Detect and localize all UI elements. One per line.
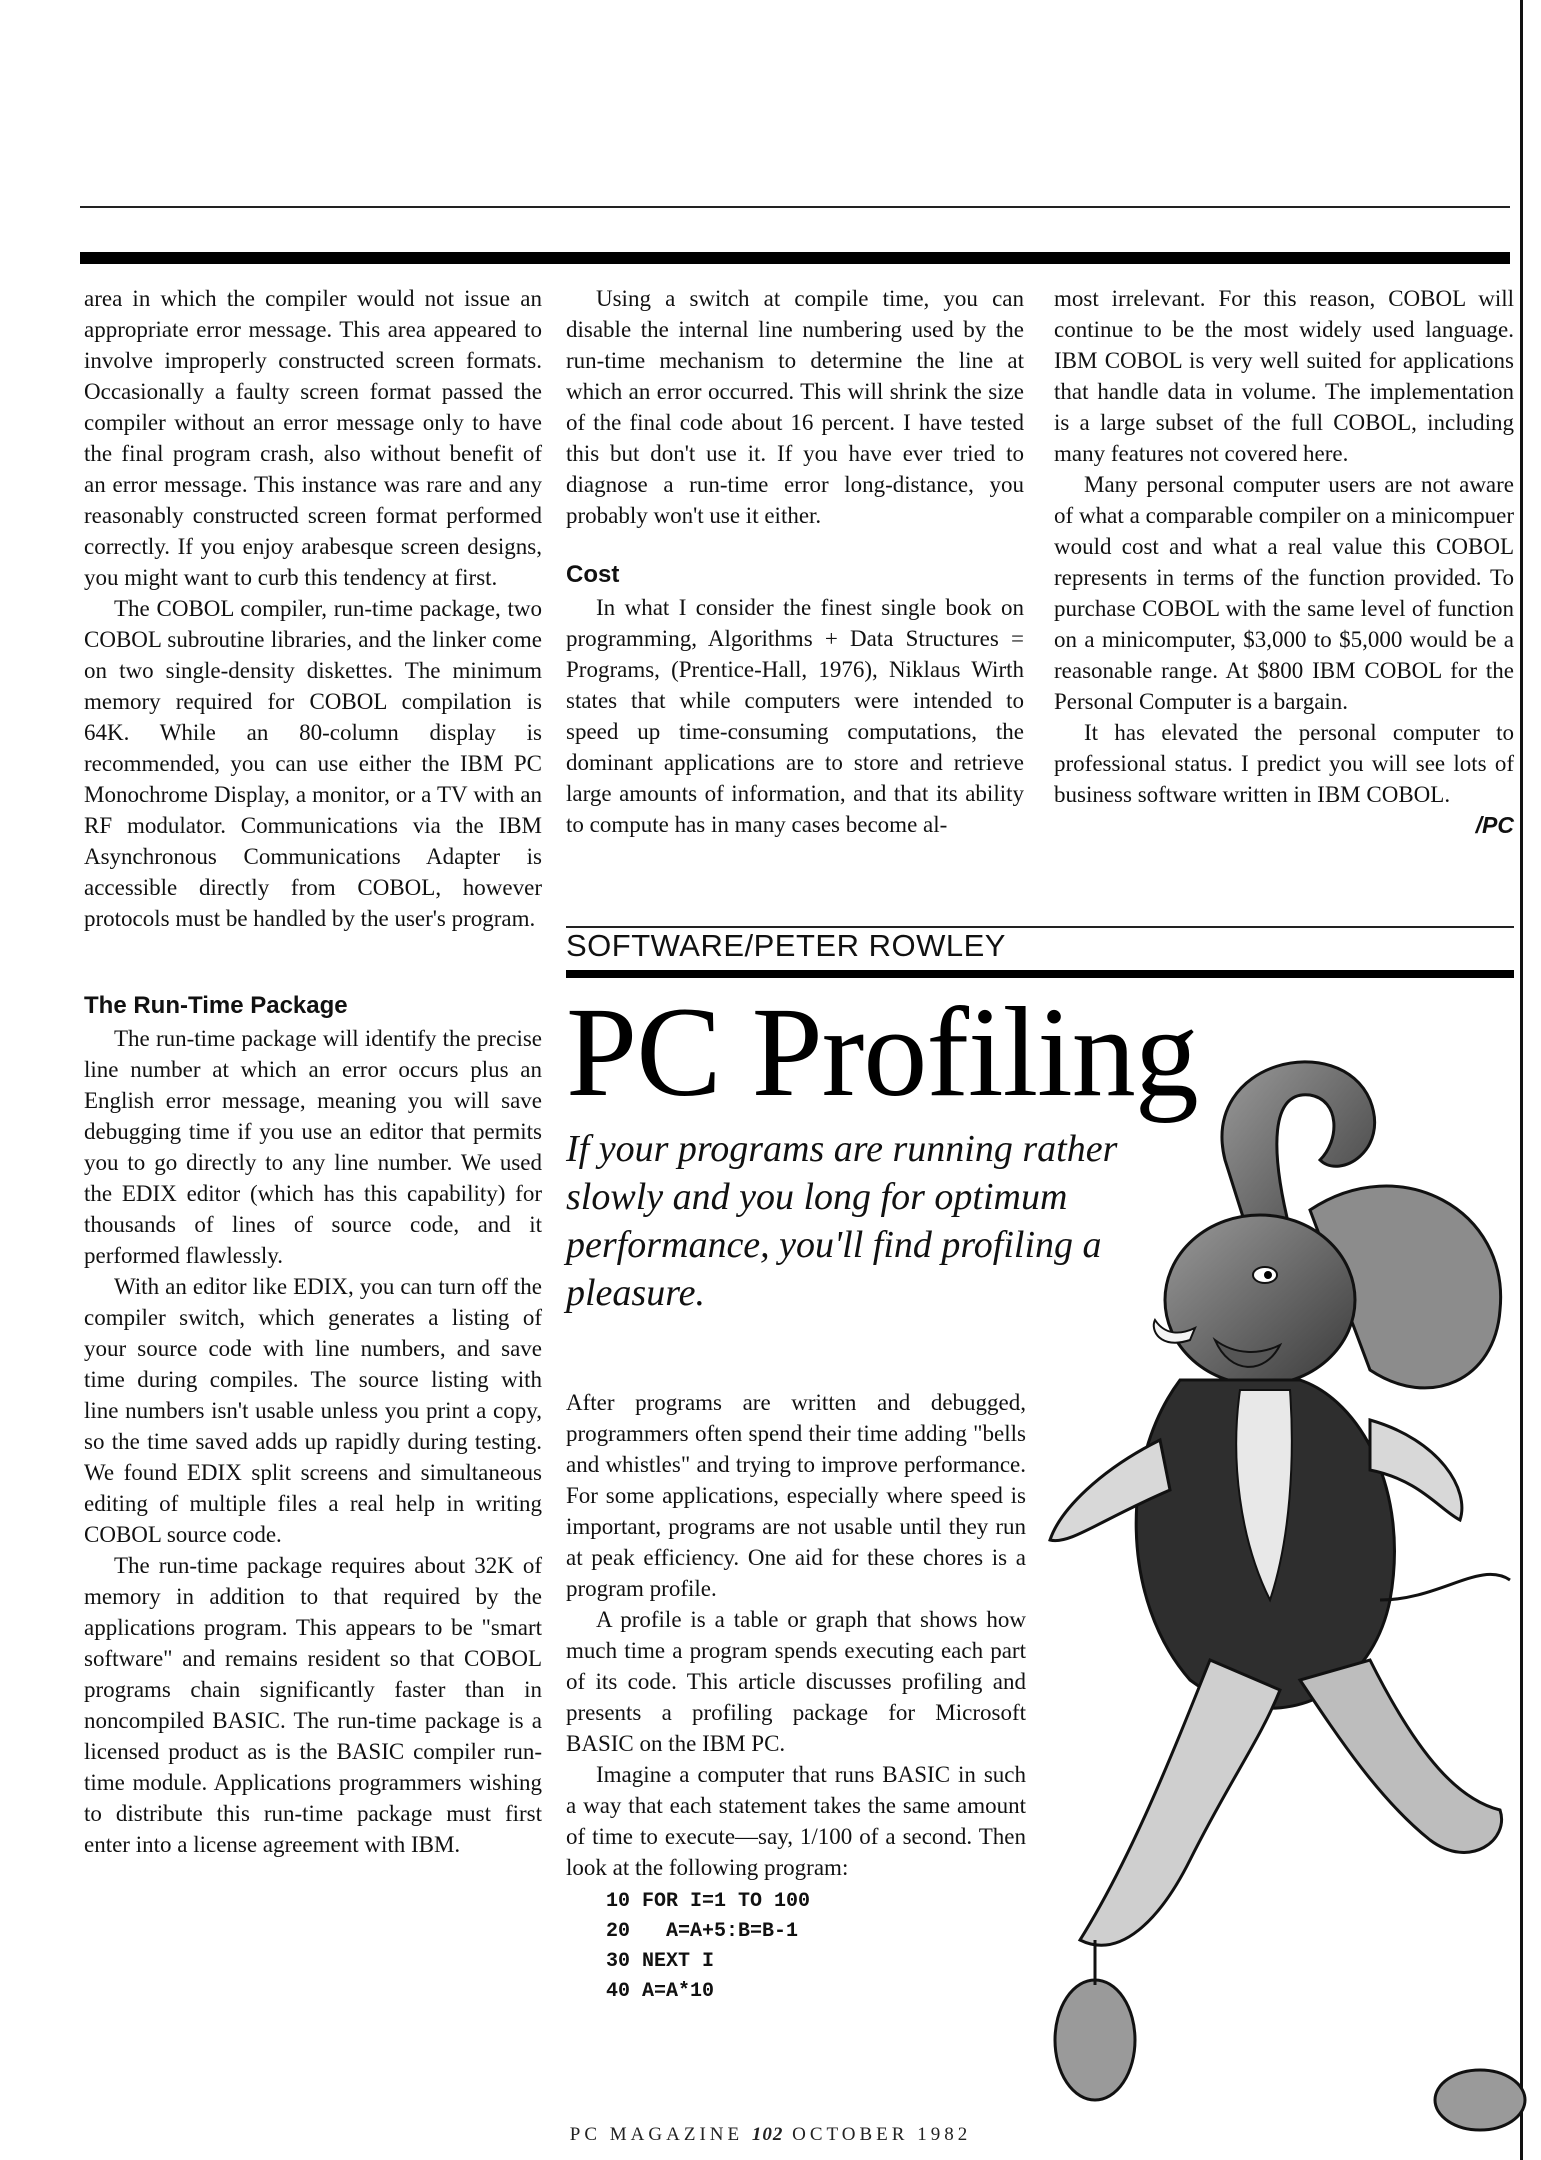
column-2 <box>566 283 1024 840</box>
section-heading: Cost <box>566 561 620 588</box>
article-body <box>566 1387 1026 2007</box>
top-thin-rule <box>80 206 1510 208</box>
code-line: 40 A=A*10 <box>606 1980 715 2003</box>
paragraph: The COBOL compiler, run-time package, two COBOL subroutine libraries, and the linker come on two single-density diskettes. The minimum memory required for COBOL compilation is 64K. While an 80-column display is recommended, you can use either the IBM PC Monochrome Display, a monitor, or a TV with an RF modulator. Communications via the IBM Asynchronous Communications Adapter is accessible directly from COBOL, however protocols must be handled by the user's program. <box>84 596 542 931</box>
paragraph: A profile is a table or graph that shows how much time a program spends executing each part of its code. This article discusses profiling and presents a profiling package for Microsoft BASIC on the IBM PC. <box>566 1607 1026 1756</box>
elephant-illustration <box>1040 1040 1540 2150</box>
elephant-tail <box>1380 1574 1510 1600</box>
paragraph <box>1054 717 1514 838</box>
page-number: 102 <box>751 2124 784 2145</box>
article-title: PC Profiling <box>566 981 1198 1123</box>
paragraph: With an editor like EDIX, you can turn off the compiler switch, which generates a listing of your source code with line numbers, and save time during compiles. The source listing with line numbers isn't usable unless you print a copy, so the time saved adds up rapidly during testing. We found EDIX split screens and simultaneous editing of multiple files a real help in writing COBOL source code. <box>84 1274 542 1547</box>
paragraph-text: It has elevated the personal computer to professional status. I predict you will see lots of business software written in IBM COBOL. <box>1054 720 1514 807</box>
section-thick-rule <box>566 970 1514 978</box>
code-line: 20 A=A+5:B=B-1 <box>606 1920 799 1943</box>
paragraph: After programs are written and debugged, programmers often spend their time adding "bells and whistles" and trying to improve performance. For some applications, especially where speed is important, programs are not usable until they run at peak efficiency. One aid for these chores is a program profile. <box>566 1390 1026 1601</box>
elephant-leg <box>1080 1660 1280 1945</box>
section-heading: The Run-Time Package <box>84 992 348 1019</box>
paragraph: The run-time package will identify the precise line number at which an error occurs plus an English error message, meaning you will save debugging time if you use an editor that permits you to go directly to any line number. We used the EDIX editor (which has this capability) for thousands of lines of source code, and it performed flawlessly. <box>84 1026 542 1268</box>
magazine-name: PC MAGAZINE <box>569 2124 744 2145</box>
elephant-leg <box>1300 1660 1502 1852</box>
elephant-foot <box>1055 1980 1135 2100</box>
column-1 <box>84 283 542 1860</box>
paragraph: The run-time package requires about 32K of memory in addition to that required by the applications program. This appears to be "smart software" and remains resident so that COBOL programs chain significantly faster than in noncompiled BASIC. The run-time package is a licensed product as is the BASIC compiler run-time module. Applications programmers wishing to distribute this run-time package must first enter into a license agreement with IBM. <box>84 1553 542 1857</box>
elephant-foot <box>1435 2070 1525 2130</box>
top-thick-rule <box>80 252 1510 264</box>
issue-date: OCTOBER 1982 <box>792 2124 972 2145</box>
section-label: SOFTWARE/PETER ROWLEY <box>566 928 1006 963</box>
article-deck: If your programs are running rather slowly and you long for optimum performance, you'll find profiling a pleasure. <box>566 1128 1118 1314</box>
code-listing <box>606 1887 1026 2007</box>
paragraph: Imagine a computer that runs BASIC in such a way that each statement takes the same amount of time to execute—say, 1/100 of a second. Then look at the following program: <box>566 1762 1026 1880</box>
end-mark: /PC <box>1475 812 1514 838</box>
paragraph: Many personal computer users are not aware of what a comparable compiler on a minicompuer would cost and what a real value this COBOL represents in terms of the function provided. To purchase COBOL with the same level of function on a minicomputer, $3,000 to $5,000 would be a reasonable range. At $800 IBM COBOL for the Personal Computer is a bargain. <box>1054 472 1514 714</box>
code-line: 30 NEXT I <box>606 1950 715 1973</box>
paragraph: most irrelevant. For this reason, COBOL will continue to be the most widely used language. IBM COBOL is very well suited for applications that handle data in volume. The implementation is a large subset of the full COBOL, including many features not covered here. <box>1054 286 1514 466</box>
column-3 <box>1054 283 1514 841</box>
code-line: 10 FOR I=1 TO 100 <box>606 1890 811 1913</box>
paragraph: In what I consider the finest single book on programming, Algorithms + Data Structures = Programs, (Prentice-Hall, 1976), Niklaus Wirth states that while computers were intended to speed up time-consuming computations, the dominant applications are to store and retrieve large amounts of information, and that its ability to compute has in many cases become al- <box>566 595 1024 837</box>
page-footer <box>0 2124 1541 2146</box>
paragraph: area in which the compiler would not issue an appropriate error message. This area appeared to involve improperly constructed screen formats. Occasionally a faulty screen format passed the compiler without an error message only to have the final program crash, also without benefit of an error message. This instance was rare and any reasonably constructed screen format performed correctly. If you enjoy arabesque screen designs, you might want to curb this tendency at first. <box>84 286 542 590</box>
paragraph: Using a switch at compile time, you can disable the internal line numbering used by the run-time mechanism to determine the line at which an error occurred. This will shrink the size of the final code about 16 percent. I have tested this but don't use it. If you have ever tried to diagnose a run-time error long-distance, you probably won't use it either. <box>566 286 1024 528</box>
